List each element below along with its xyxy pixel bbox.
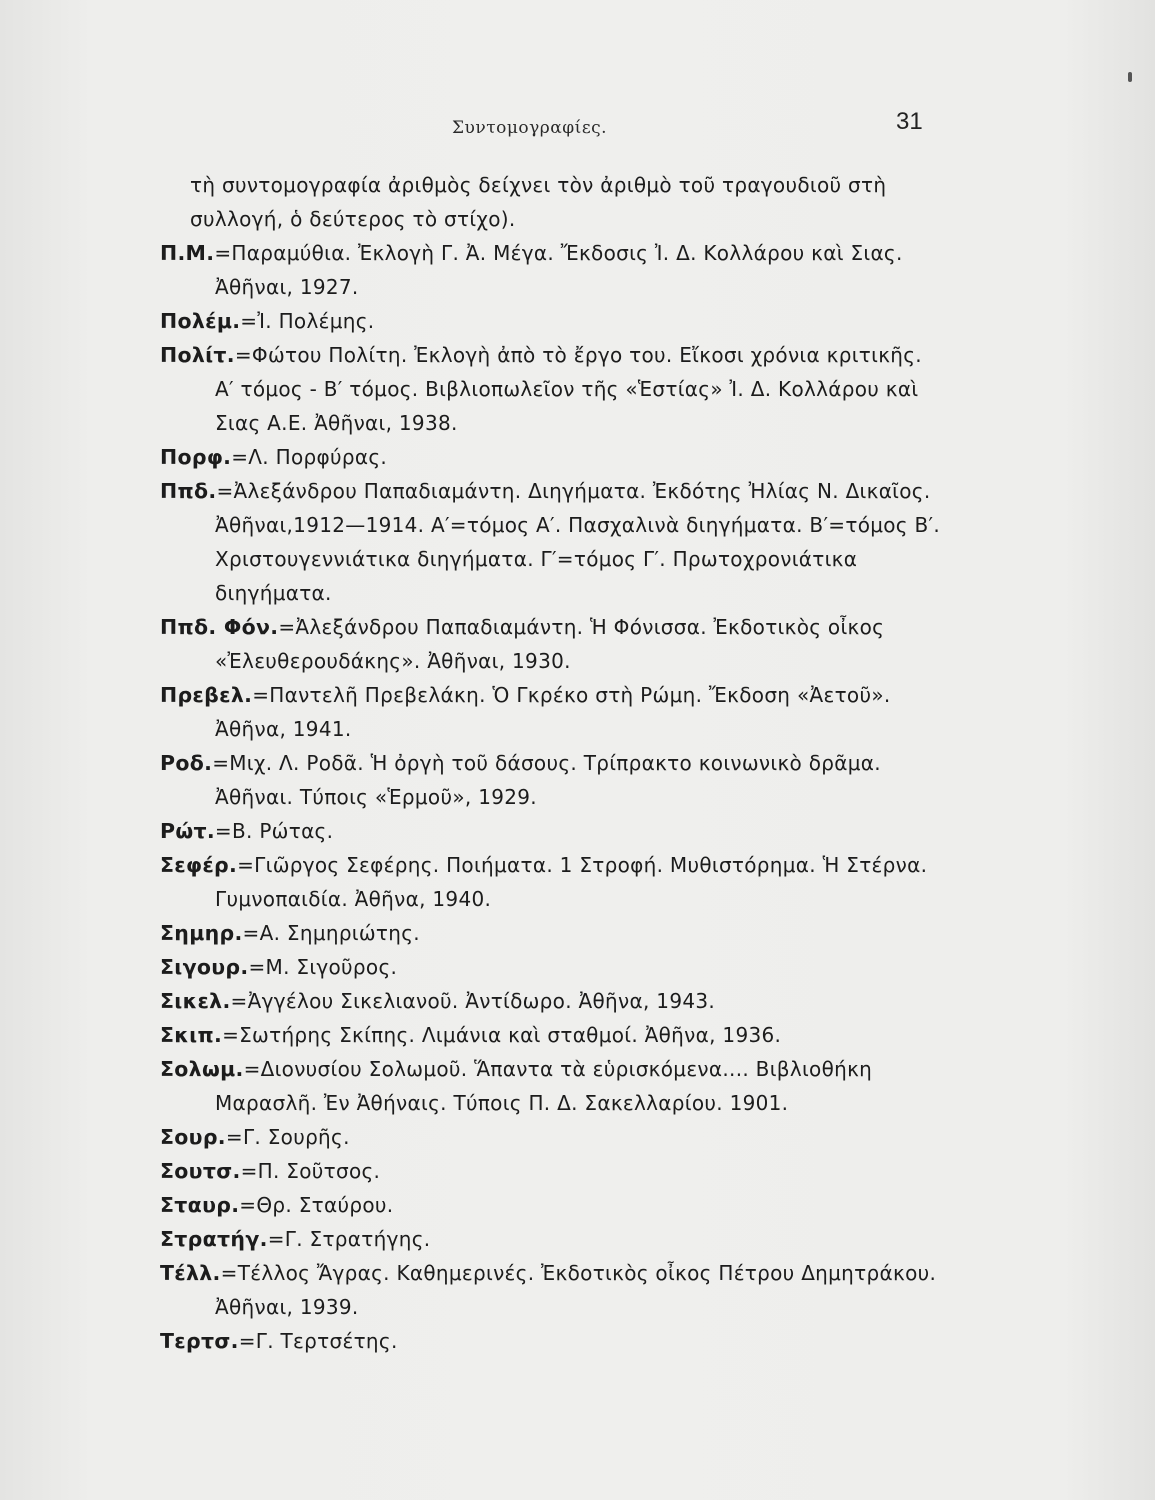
entry-souts <box>160 1154 940 1188</box>
page-number: 31 <box>896 108 923 135</box>
entry-text: =Γ. Σουρῆς. <box>225 1125 350 1149</box>
entry-text: =Β. Ρώτας. <box>214 819 334 843</box>
entry-simir <box>160 916 940 950</box>
abbreviation-list <box>160 168 940 1358</box>
entry-solom <box>160 1052 940 1120</box>
scan-speck <box>1128 72 1132 82</box>
entry-text: =Π. Σοῦτσος. <box>240 1159 381 1183</box>
entry-text: =Γ. Στρατήγης. <box>267 1227 431 1251</box>
entry-pm <box>160 236 940 304</box>
entry-abbr: Ππδ. <box>160 479 217 503</box>
entry-abbr: Σουτσ. <box>160 1159 241 1183</box>
entry-sigour <box>160 950 940 984</box>
running-title: Συντομογραφίες. <box>452 118 608 138</box>
entry-prevel <box>160 678 940 746</box>
entry-rod <box>160 746 940 814</box>
entry-abbr: Πολίτ. <box>160 343 235 367</box>
entry-polem <box>160 304 940 338</box>
entry-abbr: Πορφ. <box>160 445 232 469</box>
entry-text: =Φώτου Πολίτη. Ἐκλογὴ ἀπὸ τὸ ἔργο του. Εἴκοσι χρόνια κριτικῆς. Α′ τόμος - Β′ τόμος. Βιβλιοπωλεῖον τῆς «Ἑστίας» Ἰ. Δ. Κολλάρου καὶ Σιας Α.Ε. Ἀθῆναι, 1938. <box>215 343 922 435</box>
entry-sefer <box>160 848 940 916</box>
entry-abbr: Πολέμ. <box>160 309 241 333</box>
entry-abbr: Τερτσ. <box>160 1329 239 1353</box>
entry-abbr: Σημηρ. <box>160 921 243 945</box>
entry-abbr: Σταυρ. <box>160 1193 240 1217</box>
entry-text: =Διονυσίου Σολωμοῦ. Ἅπαντα τὰ εὑρισκόμενα.... Βιβλιοθήκη Μαρασλῆ. Ἐν Ἀθήναις. Τύποις Π. Δ. Σακελλαρίου. 1901. <box>215 1057 873 1115</box>
entry-sour <box>160 1120 940 1154</box>
entry-stavr <box>160 1188 940 1222</box>
entry-abbr: Πρεβελ. <box>160 683 253 707</box>
entry-porf <box>160 440 940 474</box>
entry-text: =Λ. Πορφύρας. <box>231 445 388 469</box>
entry-abbr: Στρατήγ. <box>160 1227 268 1251</box>
entry-sikel <box>160 984 940 1018</box>
entry-stratig <box>160 1222 940 1256</box>
entry-text: =Μ. Σιγοῦρος. <box>248 955 398 979</box>
entry-text: =Γ. Τερτσέτης. <box>238 1329 398 1353</box>
entry-text: =Σωτήρης Σκίπης. Λιμάνια καὶ σταθμοί. Ἀθῆνα, 1936. <box>222 1023 782 1047</box>
entry-ppd <box>160 474 940 610</box>
entry-abbr: Τέλλ. <box>160 1261 221 1285</box>
entry-polit <box>160 338 940 440</box>
entry-abbr: Σεφέρ. <box>160 853 238 877</box>
entry-abbr: Ππδ. Φόν. <box>160 615 279 639</box>
intro-paragraph: τὴ συντομογραφία ἀριθμὸς δείχνει τὸν ἀριθμὸ τοῦ τραγουδιοῦ στὴ συλλογή, ὁ δεύτερος τὸ στίχο). <box>190 173 887 231</box>
entry-text: =Ἰ. Πολέμης. <box>240 309 375 333</box>
entry-text: =Μιχ. Λ. Ροδᾶ. Ἡ ὀργὴ τοῦ δάσους. Τρίπρακτο κοινωνικὸ δρᾶμα. Ἀθῆναι. Τύποις «Ἑρμοῦ», 1929. <box>212 751 881 809</box>
entry-abbr: Σκιπ. <box>160 1023 223 1047</box>
entry-abbr: Σιγουρ. <box>160 955 249 979</box>
entry-text: =Παντελῆ Πρεβελάκη. Ὁ Γκρέκο στὴ Ρώμη. Ἔκδοση «Ἀετοῦ». Ἀθῆνα, 1941. <box>215 683 891 741</box>
entry-terts <box>160 1324 940 1358</box>
entry-abbr: Π.Μ. <box>160 241 215 265</box>
entry-text: =Ἀλεξάνδρου Παπαδιαμάντη. Διηγήματα. Ἐκδότης Ἠλίας Ν. Δικαῖος. Ἀθῆναι,1912—1914. Α′=τόμος Α′. Πασχαλινὰ διηγήματα. Β′=τόμος Β′. Χριστουγεννιάτικα διηγήματα. Γ′=τόμος Γ′. Πρωτοχρονιάτικα διηγήματα. <box>215 479 940 605</box>
entry-text: =Α. Σημηριώτης. <box>242 921 420 945</box>
entry-text: =Ἀγγέλου Σικελιανοῦ. Ἀντίδωρο. Ἀθῆνα, 1943. <box>230 989 716 1013</box>
entry-text: =Θρ. Σταύρου. <box>239 1193 394 1217</box>
entry-abbr: Ροδ. <box>160 751 213 775</box>
entry-skip <box>160 1018 940 1052</box>
entry-ppd-fon <box>160 610 940 678</box>
entry-text: =Παραμύθια. Ἐκλογὴ Γ. Ἀ. Μέγα. Ἔκδοσις Ἰ. Δ. Κολλάρου καὶ Σιας. Ἀθῆναι, 1927. <box>214 241 903 299</box>
entry-tell <box>160 1256 940 1324</box>
entry-abbr: Σουρ. <box>160 1125 226 1149</box>
entry-abbr: Σολωμ. <box>160 1057 244 1081</box>
entry-text: =Τέλλος Ἄγρας. Καθημερινές. Ἐκδοτικὸς οἶκος Πέτρου Δημητράκου. Ἀθῆναι, 1939. <box>215 1261 937 1319</box>
entry-abbr: Ρώτ. <box>160 819 215 843</box>
entry-text: =Γιῶργος Σεφέρης. Ποιήματα. 1 Στροφή. Μυθιστόρημα. Ἡ Στέρνα. Γυμνοπαιδία. Ἀθῆνα, 1940. <box>215 853 928 911</box>
entry-rot <box>160 814 940 848</box>
entry-text: =Ἀλεξάνδρου Παπαδιαμάντη. Ἡ Φόνισσα. Ἐκδοτικὸς οἶκος «Ἐλευθερουδάκης». Ἀθῆναι, 1930. <box>215 615 885 673</box>
entry-abbr: Σικελ. <box>160 989 231 1013</box>
